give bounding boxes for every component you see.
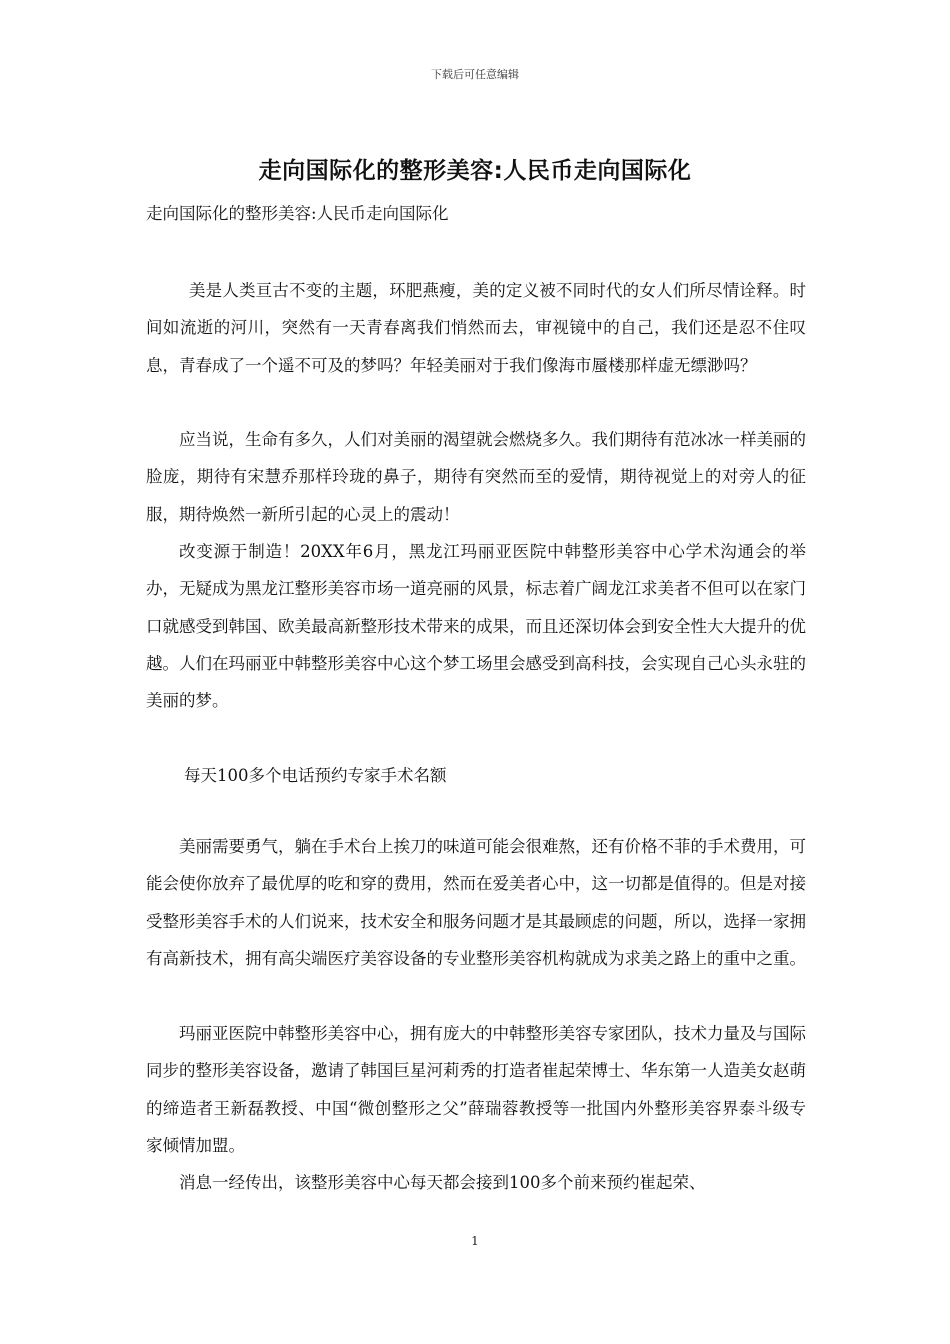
paragraph: 消息一经传出，该整形美容中心每天都会接到100多个前来预约崔起荣、 <box>179 1173 706 1192</box>
section-heading: 每天100多个电话预约专家手术名额 <box>184 766 447 785</box>
document-subtitle: 走向国际化的整形美容:人民币走向国际化 <box>146 204 449 223</box>
paragraph: 应当说，生命有多久，人们对美丽的渴望就会燃烧多久。我们期待有范冰冰一样美丽的脸庞，期待有宋慧乔那样玲珑的鼻子，期待有突然而至的爱情，期待视觉上的对旁人的征服，期待焕然一新所引起的心灵上的震动！ <box>146 430 806 524</box>
paragraph: 美是人类亘古不变的主题，环肥燕瘦，美的定义被不同时代的女人们所尽情诠释。时间如流逝的河川，突然有一天青春离我们悄然而去，审视镜中的自己，我们还是忍不住叹息，青春成了一个遥不可及的梦吗？年轻美丽对于我们像海市蜃楼那样虚无缥渺吗？ <box>146 281 806 375</box>
header-note: 下载后可任意编辑 <box>431 68 519 81</box>
document-title: 走向国际化的整形美容:人民币走向国际化 <box>258 158 692 184</box>
paragraph: 美丽需要勇气，躺在手术台上挨刀的味道可能会很难熬，还有价格不菲的手术费用，可能会使你放弃了最优厚的吃和穿的费用，然而在爱美者心中，这一切都是值得的。但是对接受整形美容手术的人们说来，技术安全和服务问题才是其最顾虑的问题，所以，选择一家拥有高新技术，拥有高尖端医疗美容设备的专业整形美容机构就成为求美之路上的重中之重。 <box>146 837 806 968</box>
page-number: 1 <box>471 1234 479 1248</box>
paragraph: 改变源于制造！20XX年6月，黑龙江玛丽亚医院中韩整形美容中心学术沟通会的举办，无疑成为黑龙江整形美容市场一道亮丽的风景，标志着广阔龙江求美者不但可以在家门口就感受到韩国、欧美最高新整形技术带来的成果，而且还深切体会到安全性大大提升的优越。人们在玛丽亚中韩整形美容中心这个梦工场里会感受到高科技，会实现自己心头永驻的美丽的梦。 <box>146 542 806 711</box>
paragraph: 玛丽亚医院中韩整形美容中心，拥有庞大的中韩整形美容专家团队，技术力量及与国际同步的整形美容设备，邀请了韩国巨星河莉秀的打造者崔起荣博士、华东第一人造美女赵萌的缔造者王新磊教授、中国“微创整形之父”薛瑞蓉教授等一批国内外整形美容界泰斗级专家倾情加盟。 <box>146 1024 806 1155</box>
